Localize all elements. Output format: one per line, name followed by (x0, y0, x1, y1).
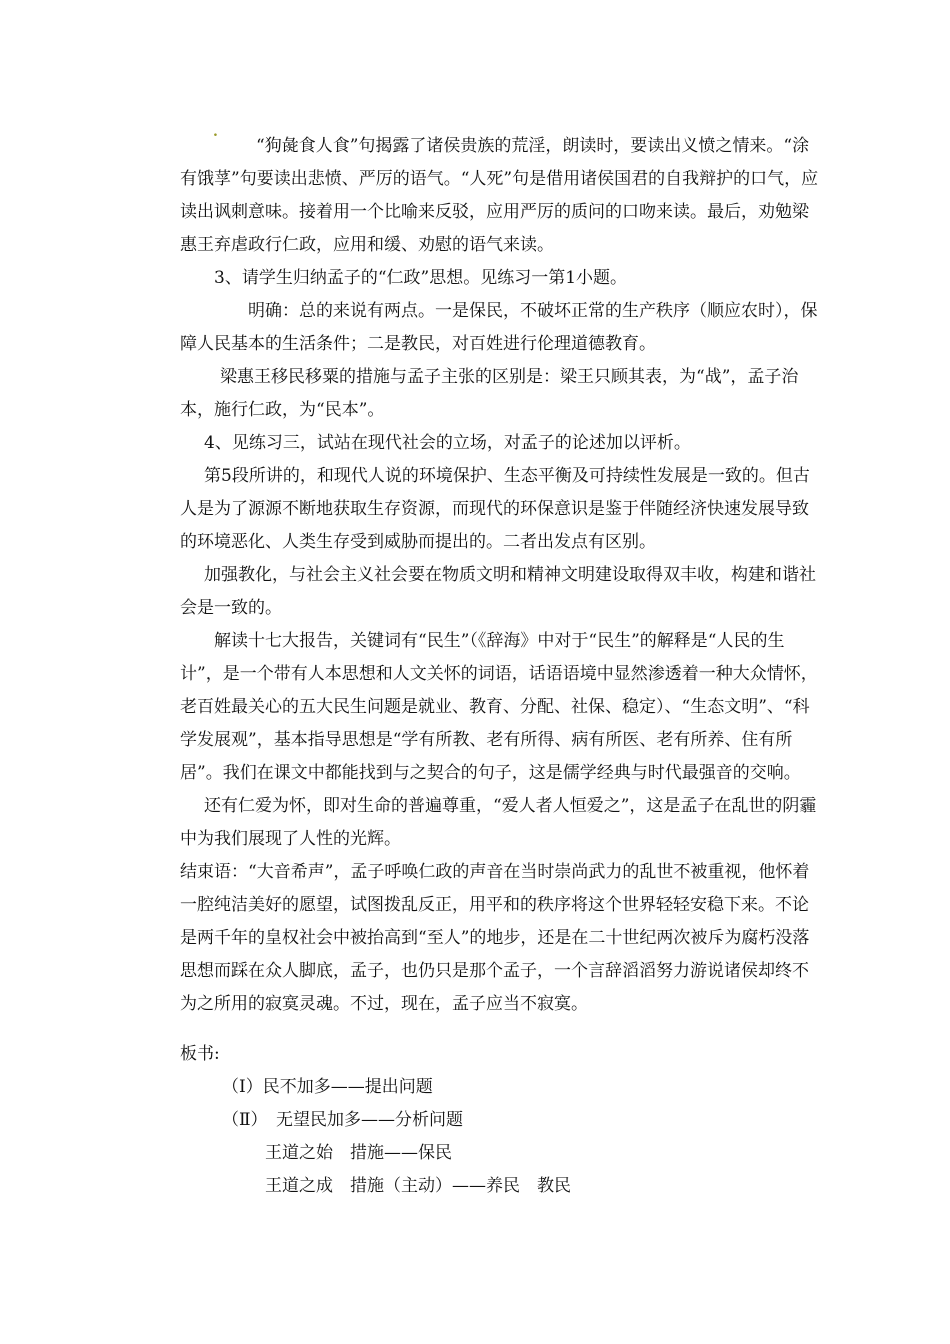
paragraph-question-3: 3、请学生归纳孟子的“仁政”思想。见练习一第1小题。 (214, 268, 628, 288)
paragraph-environment: 第5段所讲的，和现代人说的环境保护、生态平衡及可持续性发展是一致的。但古人是为了源源不断地获取生存资源，而现代的环保意识是鉴于伴随经济快速发展导致的环境恶化、人类生存受到威胁而提出的。二者出发点有区别。 (180, 466, 810, 552)
board-line-1: （Ⅰ）民不加多——提出问题 (222, 1077, 433, 1097)
board-line-4: 王道之成 措施（主动）——养民 教民 (265, 1176, 571, 1196)
paragraph-reading-guide: “狗彘食人食”句揭露了诸侯贵族的荒淫，朗读时，要读出义愤之情来。“涂有饿莩”句要读出悲愤、严厉的语气。“人死”句是借用诸侯国君的自我辩护的口气，应读出讽刺意味。接着用一个比喻来反驳，应用严厉的质问的口吻来读。最后，劝勉梁惠王弃虐政行仁政，应用和缓、劝慰的语气来读。 (180, 136, 819, 255)
board-line-2: （Ⅱ） 无望民加多——分析问题 (222, 1110, 464, 1130)
paragraph-conclusion: 结束语：“大音希声”，孟子呼唤仁政的声音在当时崇尚武力的乱世不被重视，他怀着一腔纯洁美好的愿望，试图拨乱反正，用平和的秩序将这个世界轻轻安稳下来。不论是两千年的皇权社会中被抬高到“至人”的地步，还是在二十世纪两次被斥为腐朽没落思想而踩在众人脚底，孟子，也仍只是那个孟子，一个言辞滔滔努力游说诸侯却终不为之所用的寂寞灵魂。不过，现在，孟子应当不寂寞。 (180, 862, 810, 1014)
board-title: 板书: (180, 1044, 220, 1064)
paragraph-question-4: 4、见练习三，试站在现代社会的立场，对孟子的论述加以评析。 (204, 433, 691, 453)
paragraph-benevolence: 还有仁爱为怀，即对生命的普遍尊重，“爱人者人恒爱之”，这是孟子在乱世的阴霾中为我们展现了人性的光辉。 (180, 796, 817, 849)
paragraph-report: 解读十七大报告，关键词有“民生”（《辞海》中对于“民生”的解释是“人民的生计”，是一个带有人本思想和人文关怀的词语，话语语境中显然渗透着一种大众情怀，老百姓最关心的五大民生问题是就业、教育、分配、社保、稳定）、“生态文明”、“科学发展观”，基本指导思想是“学有所教、老有所得、病有所医、老有所养、住有所居”。我们在课文中都能找到与之契合的句子，这是儒学经典与时代最强音的交响。 (180, 631, 818, 783)
board-line-3: 王道之始 措施——保民 (265, 1143, 452, 1163)
paragraph-education: 加强教化，与社会主义社会要在物质文明和精神文明建设取得双丰收，构建和谐社会是一致的。 (180, 565, 816, 618)
paragraph-difference: 梁惠王移民移粟的措施与孟子主张的区别是：梁王只顾其表，为“战”，孟子治本，施行仁政，为“民本”。 (180, 367, 799, 420)
margin-mark: . (213, 124, 218, 140)
paragraph-answer-3: 明确：总的来说有两点。一是保民，不破坏正常的生产秩序（顺应农时），保障人民基本的生活条件；二是教民，对百姓进行伦理道德教育。 (180, 301, 818, 354)
